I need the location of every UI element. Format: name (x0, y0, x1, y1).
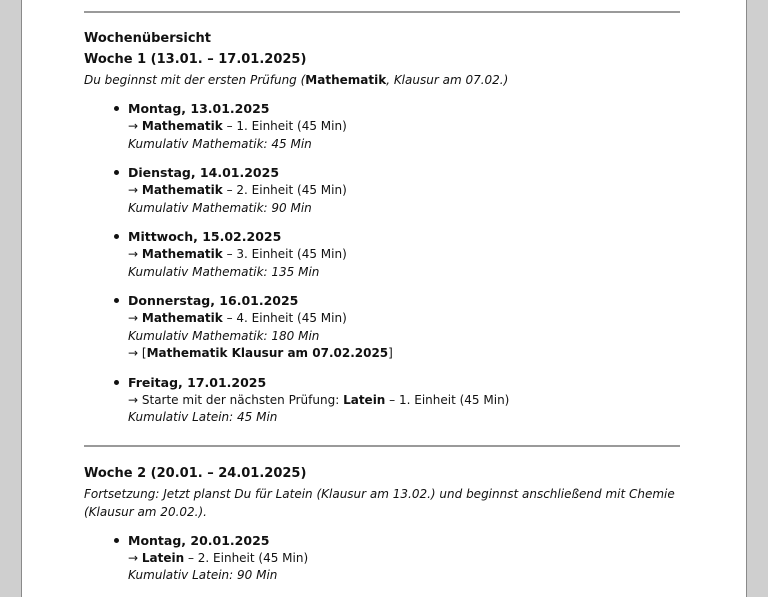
day-date: Donnerstag, 16.01.2025 (128, 293, 299, 308)
day-date: Dienstag, 14.01.2025 (128, 165, 280, 180)
subject-name: Latein (141, 550, 185, 565)
horizontal-rule (84, 11, 680, 13)
horizontal-rule (84, 445, 680, 447)
arrow-icon: → (128, 119, 142, 133)
unit-text: – 4. Einheit (45 Min) (222, 311, 347, 325)
study-unit-line (128, 246, 680, 264)
cumulative-text: Kumulativ Latein: 90 Min (128, 568, 278, 582)
unit-text: – 3. Einheit (45 Min) (222, 247, 347, 261)
subject-name: Mathematik (141, 183, 223, 197)
bullet-icon (114, 380, 119, 385)
day-date: Mittwoch, 15.02.2025 (128, 229, 282, 244)
list-item (84, 532, 680, 585)
bullet-icon (114, 538, 119, 543)
subject-name: Mathematik (141, 247, 223, 261)
cumulative-text: Kumulativ Mathematik: 90 Min (128, 200, 312, 215)
section-title: Wochenübersicht (84, 31, 211, 46)
document-page (21, 0, 747, 597)
arrow-icon: → (128, 183, 142, 197)
cumulative-text: Kumulativ Mathematik: 45 Min (128, 136, 312, 151)
week-2-heading: Woche 2 (20.01. – 24.01.2025) (84, 465, 307, 481)
day-date: Montag, 20.01.2025 (128, 532, 270, 548)
week-2-day-list (84, 532, 680, 585)
unit-text: – 2. Einheit (45 Min) (222, 183, 347, 197)
exam-prefix: → [ (128, 346, 147, 360)
bullet-icon (114, 298, 119, 303)
document-content (84, 0, 680, 585)
week-1-day-list (84, 100, 680, 427)
day-date: Montag, 13.01.2025 (128, 101, 270, 116)
study-unit-line (128, 392, 680, 410)
exam-title: Mathematik Klausur am 07.02.2025 (146, 346, 389, 360)
arrow-icon: → (128, 550, 142, 565)
list-item (84, 374, 680, 427)
bullet-icon (114, 234, 119, 239)
exam-suffix: ] (388, 346, 393, 360)
cumulative-text: Kumulativ Mathematik: 135 Min (128, 264, 320, 279)
unit-text: – 1. Einheit (45 Min) (222, 119, 347, 133)
exam-line (128, 345, 680, 363)
study-unit-line (128, 182, 680, 200)
study-unit-line (128, 310, 680, 328)
arrow-icon: → (128, 247, 142, 261)
week-1-intro (84, 71, 680, 89)
week-1-intro-subject: Mathematik (305, 73, 387, 87)
list-item (84, 100, 680, 153)
subject-name: Mathematik (141, 311, 223, 325)
bullet-icon (114, 106, 119, 111)
week-1-heading: Woche 1 (13.01. – 17.01.2025) (84, 52, 307, 67)
week-1-intro-suffix: , Klausur am 07.02.) (386, 73, 509, 87)
week-2-intro: Fortsetzung: Jetzt planst Du für Latein (Klausur am 13.02.) und beginnst anschließend mit Chemie (Klausur am 20.02.). (84, 486, 675, 519)
cumulative-text: Kumulativ Latein: 45 Min (128, 410, 278, 424)
cumulative-text: Kumulativ Mathematik: 180 Min (128, 328, 320, 343)
subject-name: Mathematik (141, 119, 223, 133)
subject-name: Latein (343, 392, 386, 407)
day-date: Freitag, 17.01.2025 (128, 374, 267, 390)
list-item (84, 164, 680, 217)
list-item (84, 292, 680, 363)
unit-text: – 1. Einheit (45 Min) (385, 392, 510, 407)
bullet-icon (114, 170, 119, 175)
week-1-intro-prefix: Du beginnst mit der ersten Prüfung ( (84, 73, 306, 87)
arrow-icon: → (128, 311, 142, 325)
study-unit-line (128, 118, 680, 136)
list-item (84, 228, 680, 281)
study-unit-line (128, 550, 680, 568)
start-next-text: → Starte mit der nächsten Prüfung: (128, 392, 344, 407)
unit-text: – 2. Einheit (45 Min) (184, 550, 309, 565)
